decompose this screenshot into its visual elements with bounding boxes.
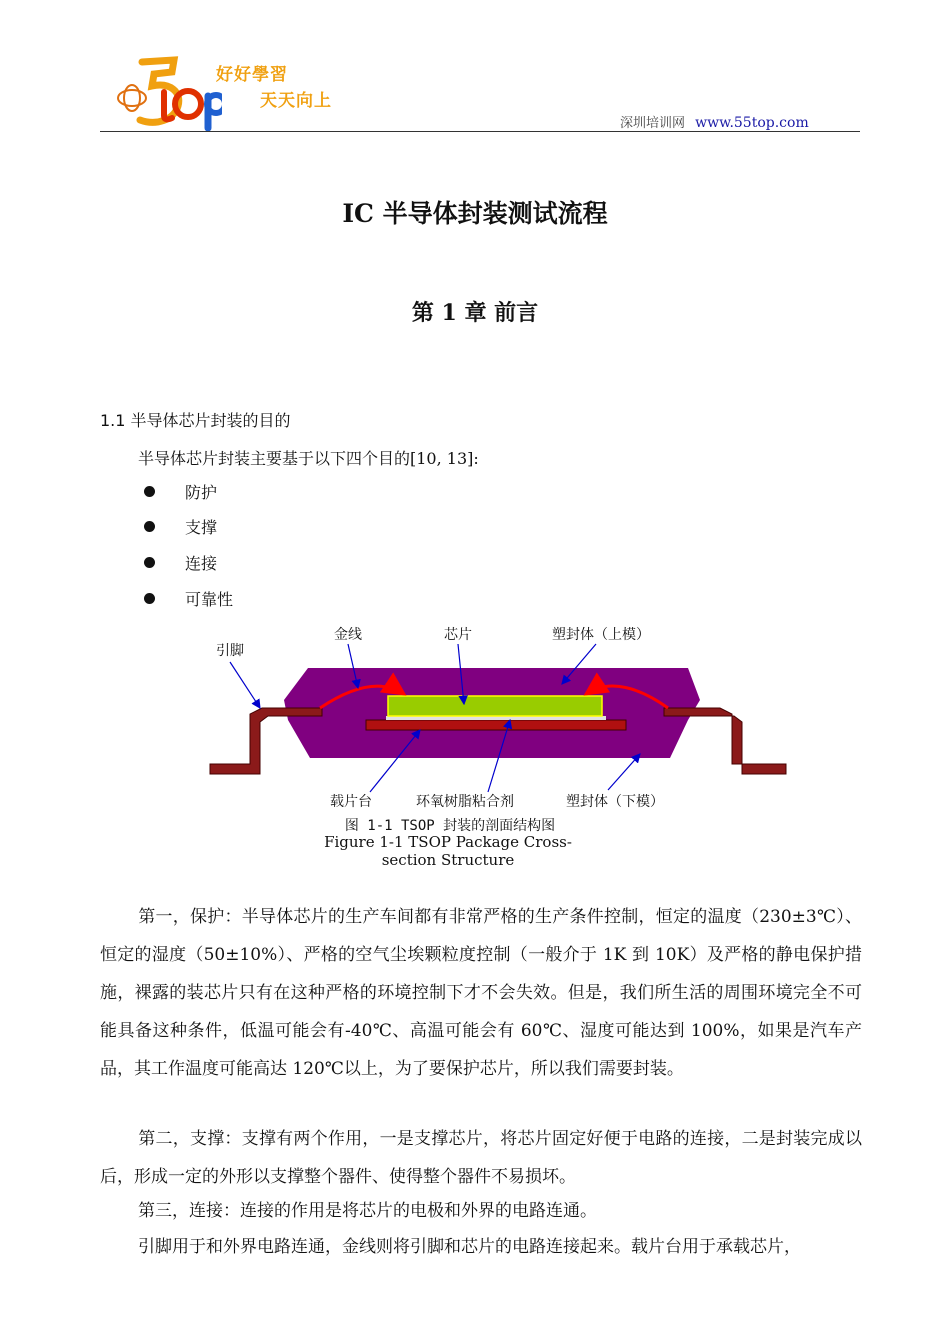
tsop-cross-section-figure [200,618,800,814]
header-divider [100,131,860,132]
bullet-dot-icon [144,557,155,568]
paragraph-support: 第二，支撑：支撑有两个作用，一是支撑芯片，将芯片固定好便于电路的连接，二是封装完成以后，形成一定的外形以支撑整个器件、使得整个器件不易损坏。 [100,1129,862,1187]
label-chip: 芯片 [444,627,472,643]
section-heading: 1.1 半导体芯片封装的目的 [100,411,291,430]
label-gold-wire: 金线 [334,627,362,643]
bullet-dot-icon [144,486,155,497]
bullet-dot-icon [144,593,155,604]
logo-tagline-1: 好好學習 [216,65,288,85]
paragraph-connection: 第三，连接：连接的作用是将芯片的电极和外界的电路连通。 [138,1201,597,1221]
bullet-item: 防护 [144,480,217,503]
bullet-item: 连接 [144,551,217,574]
paragraph-protection: 第一，保护：半导体芯片的生产车间都有非常严格的生产条件控制，恒定的温度（230±3℃）、恒定的湿度（50±10%）、严格的空气尘埃颗粒度控制（一般介于 1K 到 10K）及严格的静电保护措施，裸露的装芯片只有在这种严格的环境控制下才不会失效。但是，我们所生活的周围环境完全不可能具备这种条件，低温可能会有-40℃、高温可能会有 60℃、湿度可能达到 100%，如果是汽车产品，其工作温度可能高达 120℃以上，为了要保护芯片，所以我们需要封装。 [100,907,862,1079]
figure-caption-cn: 图 1-1 TSOP 封装的剖面结构图 [344,818,556,834]
chip-die [388,696,602,716]
logo-mark-icon [112,52,222,132]
arrow-mold-bottom [608,754,640,790]
label-epoxy: 环氧树脂粘合剂 [416,794,514,810]
bullet-item: 可靠性 [144,587,233,610]
figure-caption-en: Figure 1-1 TSOP Package Cross-section Structure [324,833,572,869]
die-paddle [366,720,626,730]
bullet-dot-icon [144,521,155,532]
site-url[interactable]: www.55top.com [695,115,809,131]
label-lead: 引脚 [216,643,244,659]
intro-text: 半导体芯片封装主要基于以下四个目的[10, 13]: [138,449,479,468]
site-info [620,112,809,131]
label-mold-top: 塑封体（上模） [552,627,650,643]
logo-tagline-2: 天天向上 [260,91,332,111]
label-paddle: 载片台 [330,794,372,810]
bullet-item: 支撑 [144,515,217,538]
logo [112,52,352,132]
chapter-title: 第 1 章 前言 [411,300,539,326]
paragraph-leads: 引脚用于和外界电路连通，金线则将引脚和芯片的电路连接起来。载片台用于承载芯片， [138,1237,801,1257]
label-mold-bottom: 塑封体（下模） [566,794,664,810]
document-title: IC 半导体封装测试流程 [342,199,608,228]
site-label: 深圳培训网 [620,116,686,131]
arrow-lead [230,662,260,708]
